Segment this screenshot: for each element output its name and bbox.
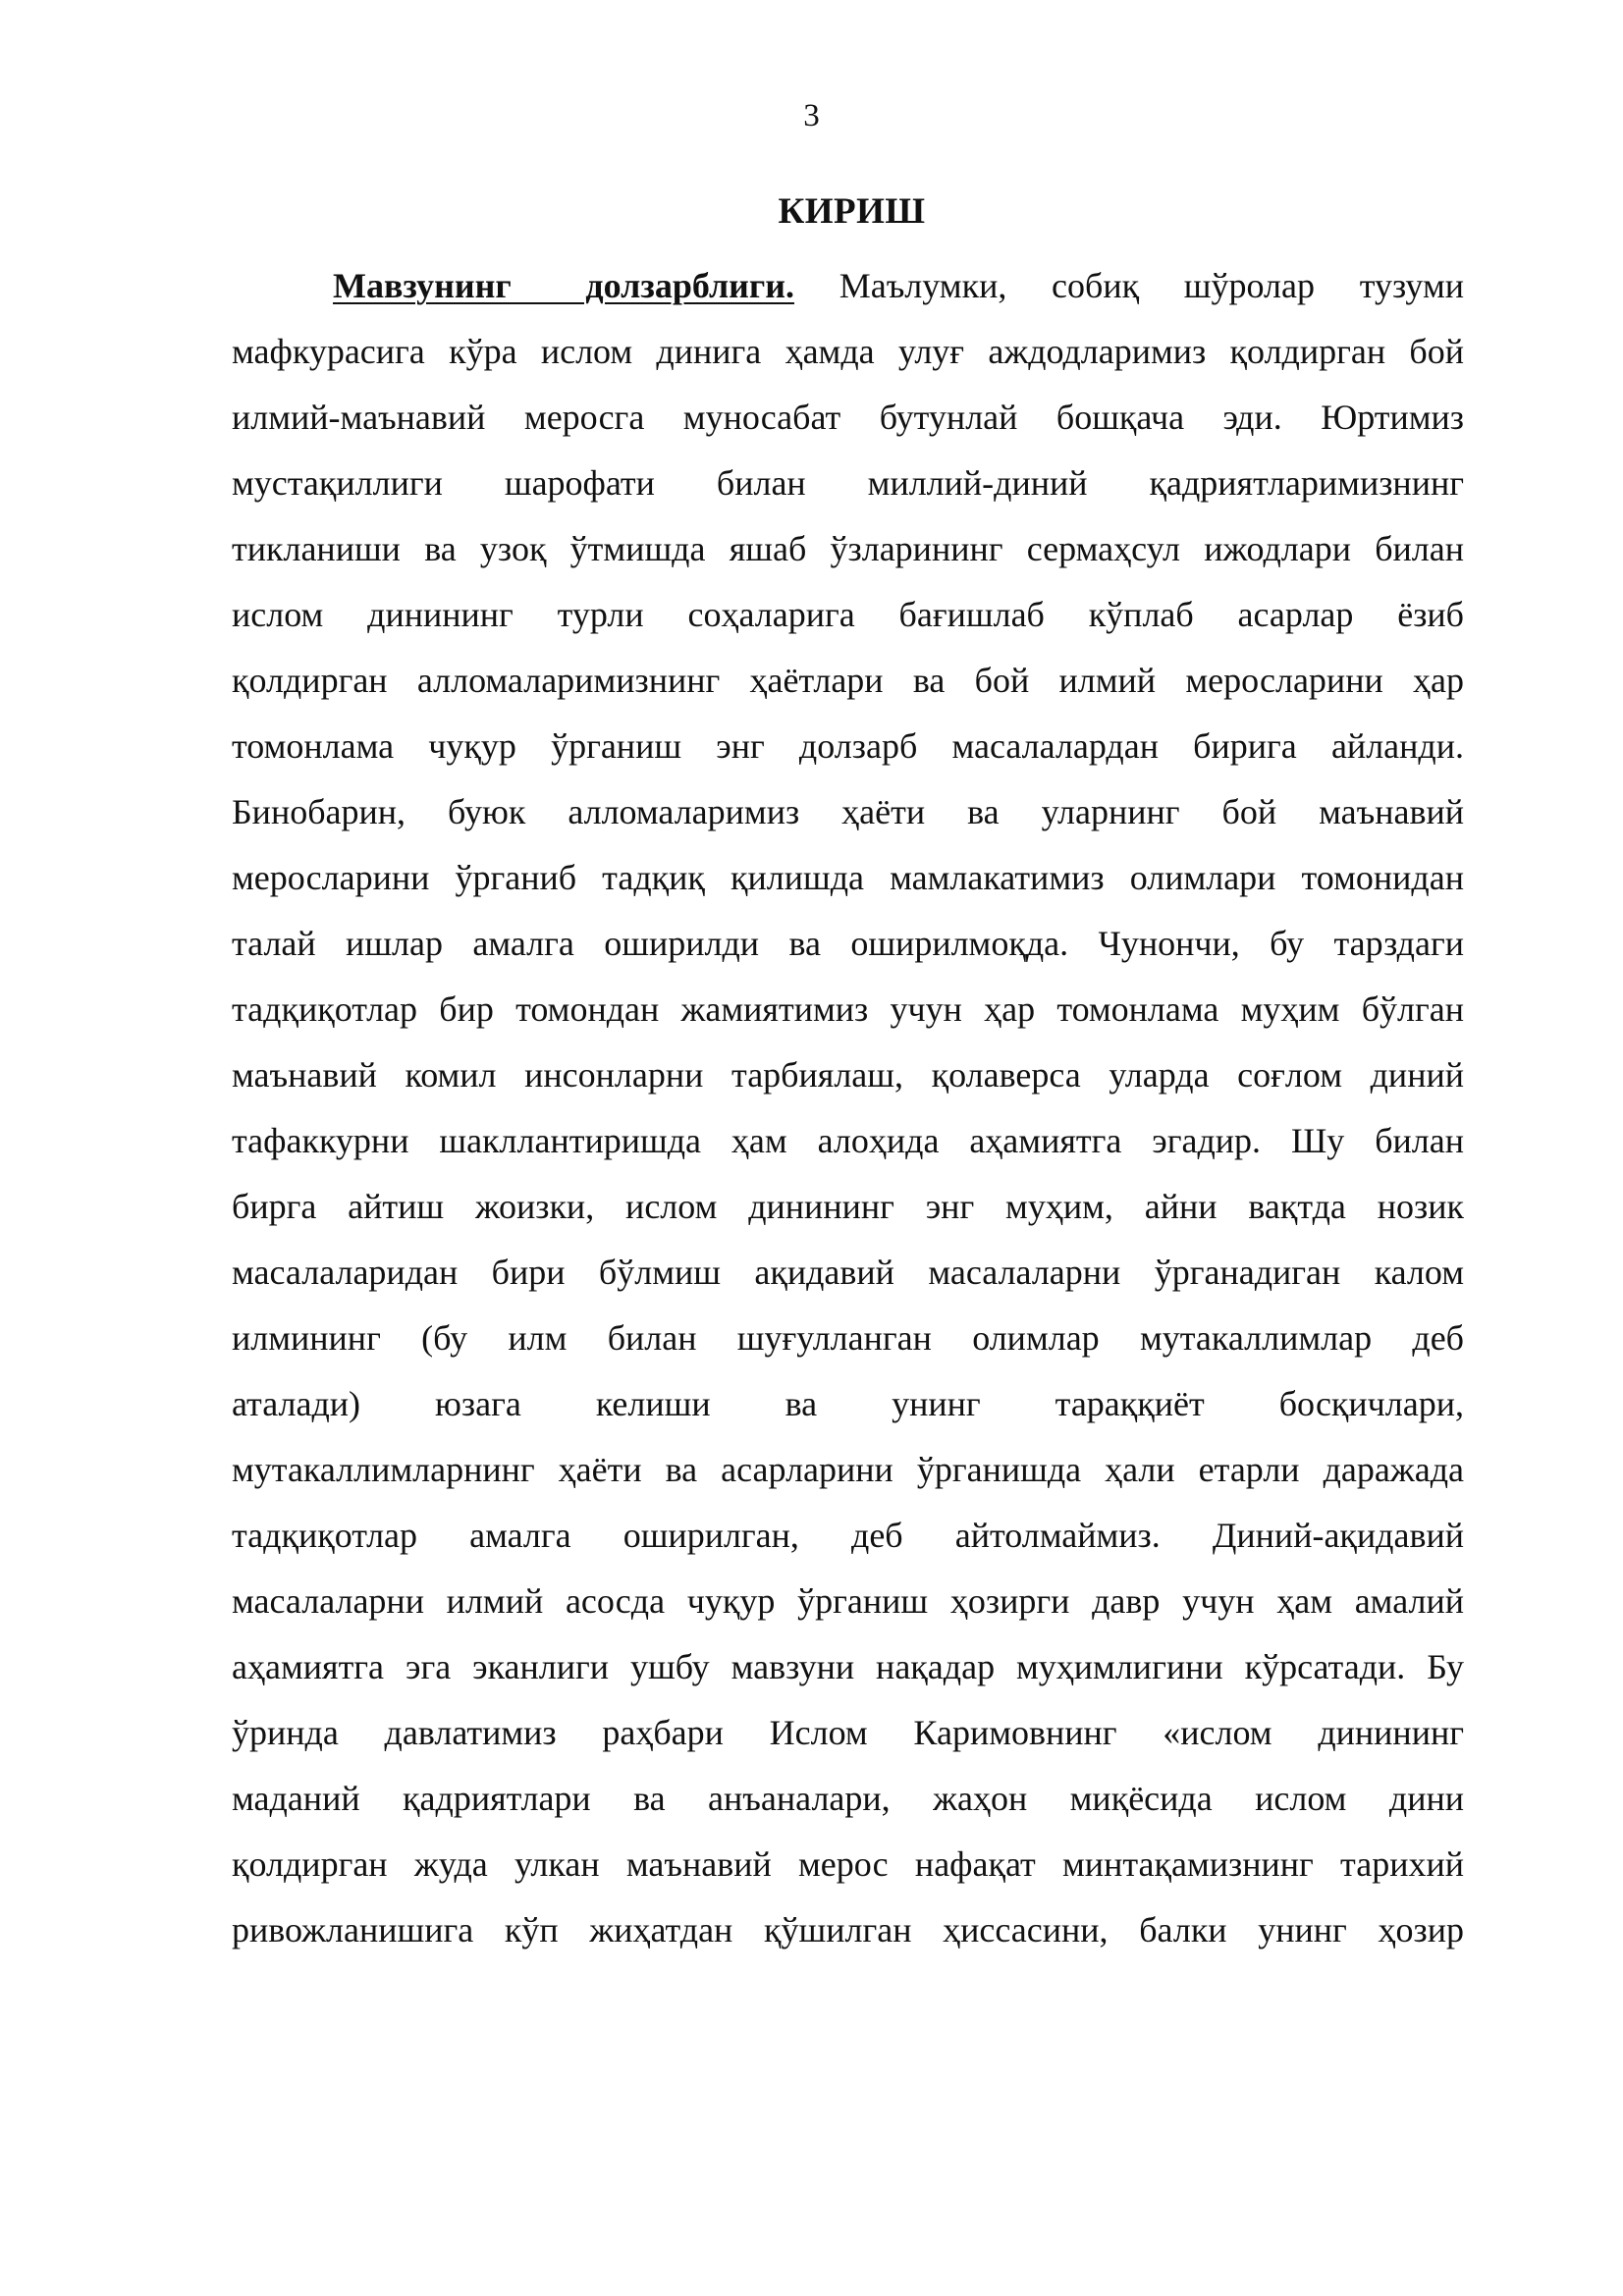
paragraph-line: масалаларни илмий асосда чуқур ўрганиш ҳозирги давр учун ҳам амалий: [232, 1581, 1464, 1621]
paragraph-line: маънавий комил инсонларни тарбиялаш, қолаверса уларда соғлом диний: [232, 1055, 1464, 1095]
paragraph-line: илмининг (бу илм билан шуғулланган олимлар мутакаллимлар деб: [232, 1318, 1464, 1358]
paragraph-line: талай ишлар амалга оширилди ва оширилмоқда. Чунончи, бу тарздаги: [232, 924, 1464, 963]
paragraph-line: масалаларидан бири бўлмиш ақидавий масалаларни ўрганадиган калом: [232, 1253, 1464, 1292]
paragraph-line: Бинобарин, буюк алломаларимиз ҳаёти ва уларнинг бой маънавий: [232, 792, 1464, 831]
paragraph-line: тикланиши ва узоқ ўтмишда яшаб ўзларининг сермаҳсул ижодлари билан: [232, 529, 1464, 568]
paragraph-line: мафкурасига кўра ислом динига ҳамда улуғ аждодларимиз қолдирган бой: [232, 332, 1464, 371]
paragraph-line: ривожланишига кўп жиҳатдан қўшилган ҳиссасини, балки унинг ҳозир: [232, 1910, 1464, 1949]
paragraph-line: аҳамиятга эга эканлиги ушбу мавзуни нақадар муҳимлигини кўрсатади. Бу: [232, 1647, 1464, 1686]
paragraph-line: ўринда давлатимиз раҳбари Ислом Каримовнинг «ислом динининг: [232, 1713, 1464, 1752]
paragraph-line: қолдирган алломаларимизнинг ҳаётлари ва бой илмий меросларини ҳар: [232, 661, 1464, 700]
paragraph-line: аталади) юзага келиши ва унинг тараққиёт босқичлари,: [232, 1384, 1464, 1423]
paragraph-line: тафаккурни шакллантиришда ҳам алоҳида аҳамиятга эгадир. Шу билан: [232, 1121, 1464, 1160]
paragraph-line: ислом динининг турли соҳаларига бағишлаб кўплаб асарлар ёзиб: [232, 595, 1464, 634]
lead-heading: Мавзунинг долзарблиги.: [333, 266, 794, 305]
paragraph-line: тадқиқотлар бир томондан жамиятимиз учун ҳар томонлама муҳим бўлган: [232, 989, 1464, 1029]
paragraph-line: меросларини ўрганиб тадқиқ қилишда мамлакатимиз олимлари томонидан: [232, 858, 1464, 897]
paragraph-line: томонлама чуқур ўрганиш энг долзарб масалалардан бирига айланди.: [232, 726, 1464, 766]
paragraph-line: тадқиқотлар амалга оширилган, деб айтолмаймиз. Диний-ақидавий: [232, 1516, 1464, 1555]
body-paragraph: [232, 253, 1464, 1963]
first-line-text: Маълумки, собиқ шўролар тузуми: [839, 266, 1464, 305]
paragraph-line: қолдирган жуда улкан маънавий мерос нафақат минтақамизнинг тарихий: [232, 1844, 1464, 1884]
paragraph-line: бирга айтиш жоизки, ислом динининг энг муҳим, айни вақтда нозик: [232, 1187, 1464, 1226]
paragraph-line: маданий қадриятлари ва анъаналари, жаҳон миқёсида ислом дини: [232, 1779, 1464, 1818]
paragraph-line: илмий-маънавий меросга муносабат бутунлай бошқача эди. Юртимиз: [232, 398, 1464, 437]
paragraph-line: мустақиллиги шарофати билан миллий-диний қадриятларимизнинг: [232, 463, 1464, 503]
paragraph-line-first: [232, 253, 1464, 319]
paragraph-line: мутакаллимларнинг ҳаёти ва асарларини ўрганишда ҳали етарли даражада: [232, 1450, 1464, 1489]
page-number: 3: [803, 98, 820, 133]
section-title: КИРИШ: [778, 191, 926, 232]
